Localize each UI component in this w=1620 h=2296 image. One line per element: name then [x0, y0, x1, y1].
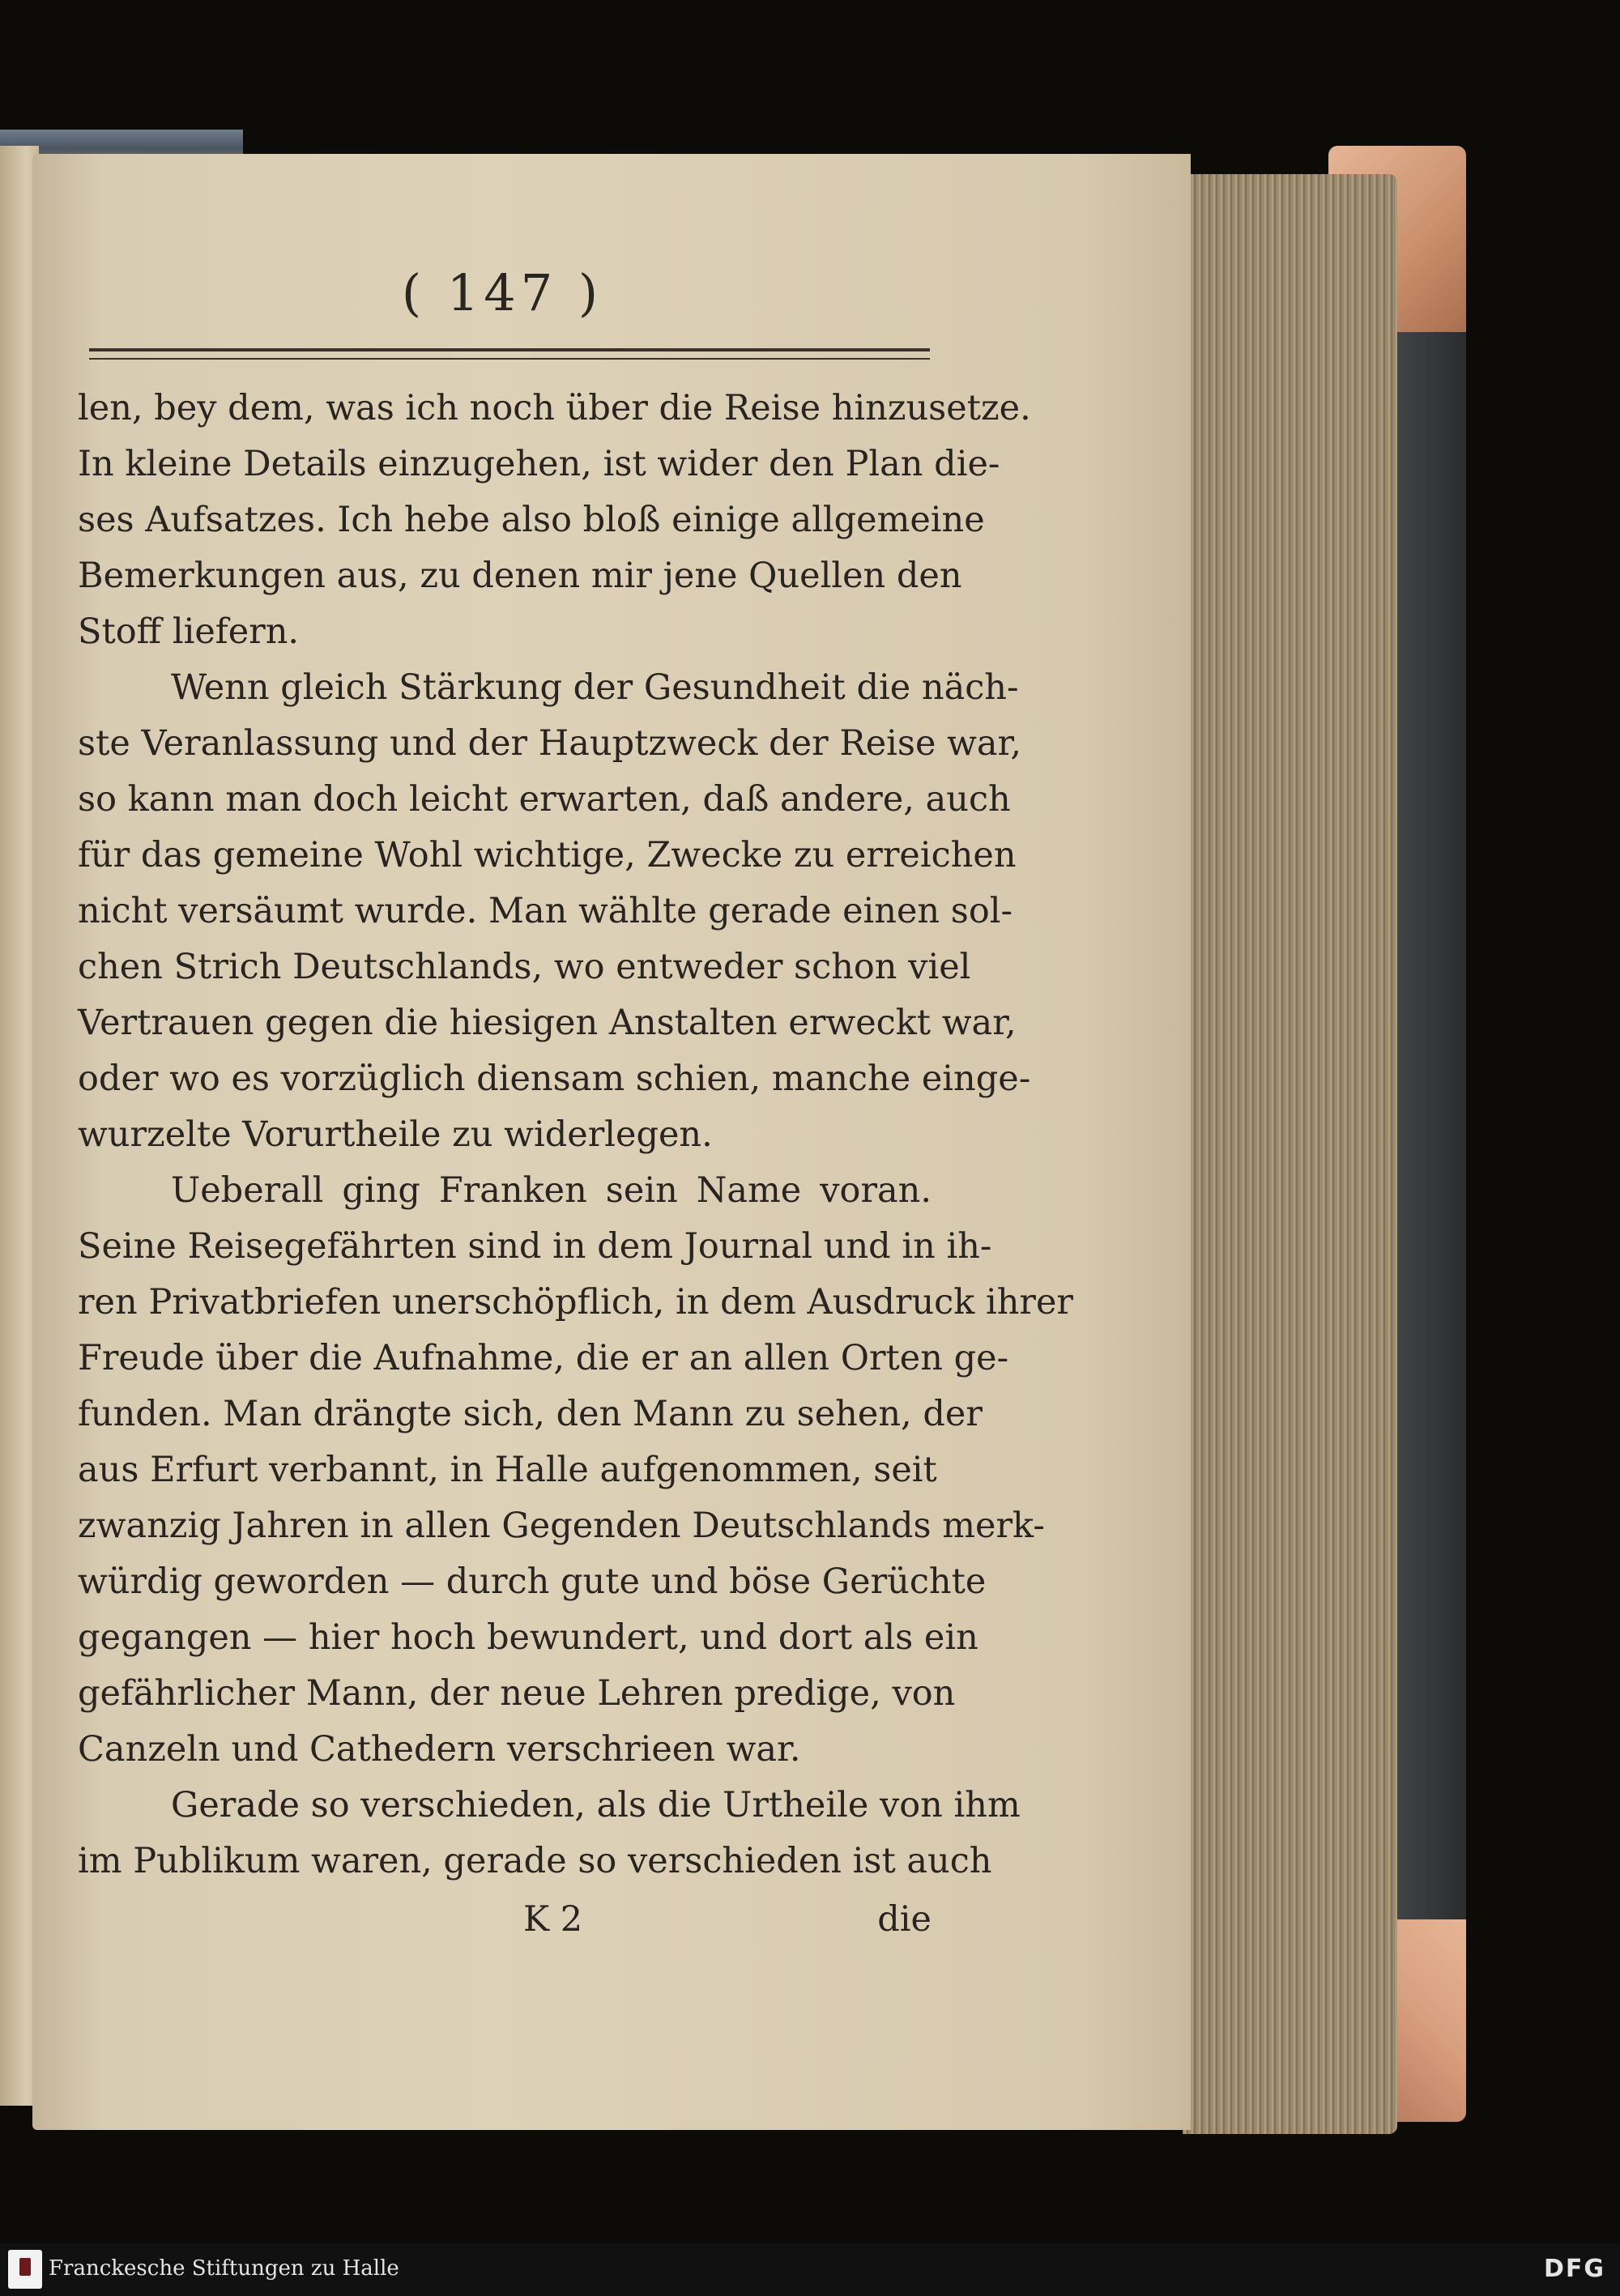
text-line: Vertrauen gegen die hiesigen Anstalten erweckt war, — [78, 1003, 1017, 1043]
text-line: ste Veranlassung und der Hauptzweck der Reise war, — [78, 723, 1022, 764]
text-line: im Publikum waren, gerade so verschieden ist auch — [78, 1841, 992, 1881]
text-line: funden. Man drängte sich, den Mann zu sehen, der — [78, 1394, 983, 1434]
institution-name: Franckesche Stiftungen zu Halle — [49, 2256, 399, 2281]
text-line: Freude über die Aufnahme, die er an allen Orten ge- — [78, 1338, 1009, 1378]
signature-mark: K 2 — [523, 1899, 583, 1940]
text-line: aus Erfurt verbannt, in Halle aufgenommen, seit — [78, 1450, 937, 1490]
text-line: Seine Reisegefährten sind in dem Journal und in ih- — [78, 1226, 992, 1267]
text-line: ses Aufsatzes. Ich hebe also bloß einige allgemeine — [78, 500, 985, 540]
header-rule — [89, 348, 930, 360]
catchword: die — [877, 1899, 932, 1940]
text-line: würdig geworden — durch gute und böse Gerüchte — [78, 1561, 987, 1602]
footer-bar — [0, 2243, 1620, 2296]
text-line: wurzelte Vorurtheile zu widerlegen. — [78, 1114, 713, 1155]
text-line: nicht versäumt wurde. Man wählte gerade einen sol- — [78, 891, 1013, 931]
text-line: chen Strich Deutschlands, wo entweder schon viel — [78, 947, 971, 987]
text-line: Ueberall ging Franken sein Name voran. — [171, 1170, 932, 1211]
text-line: Stoff liefern. — [78, 611, 300, 652]
text-line: len, bey dem, was ich noch über die Reise hinzusetze. — [78, 388, 1031, 428]
text-line: gefährlicher Mann, der neue Lehren predige, von — [78, 1673, 956, 1714]
text-line: so kann man doch leicht erwarten, daß andere, auch — [78, 779, 1011, 820]
page-number: ( 147 ) — [401, 263, 603, 322]
page-foot — [78, 1899, 932, 1948]
dfg-logo: DFG — [1543, 2255, 1605, 2283]
page-text — [78, 381, 1073, 1889]
text-line: oder wo es vorzüglich diensam schien, manche einge- — [78, 1059, 1031, 1099]
text-line: gegangen — hier hoch bewundert, und dort als ein — [78, 1617, 978, 1658]
text-line: Gerade so verschieden, als die Urtheile von ihm — [171, 1785, 1021, 1825]
text-line: Canzeln und Cathedern verschrieen war. — [78, 1729, 801, 1770]
text-line: Bemerkungen aus, zu denen mir jene Quellen den — [78, 556, 962, 596]
text-line: für das gemeine Wohl wichtige, Zwecke zu erreichen — [78, 835, 1017, 875]
text-line: Wenn gleich Stärkung der Gesundheit die näch- — [171, 667, 1019, 708]
text-line: ren Privatbriefen unerschöpflich, in dem Ausdruck ihrer — [78, 1282, 1073, 1323]
text-line: In kleine Details einzugehen, ist wider den Plan die- — [78, 444, 1000, 484]
text-line: zwanzig Jahren in allen Gegenden Deutschlands merk- — [78, 1506, 1045, 1546]
page-block-edges — [1183, 174, 1397, 2134]
institution-logo-icon — [8, 2250, 42, 2289]
